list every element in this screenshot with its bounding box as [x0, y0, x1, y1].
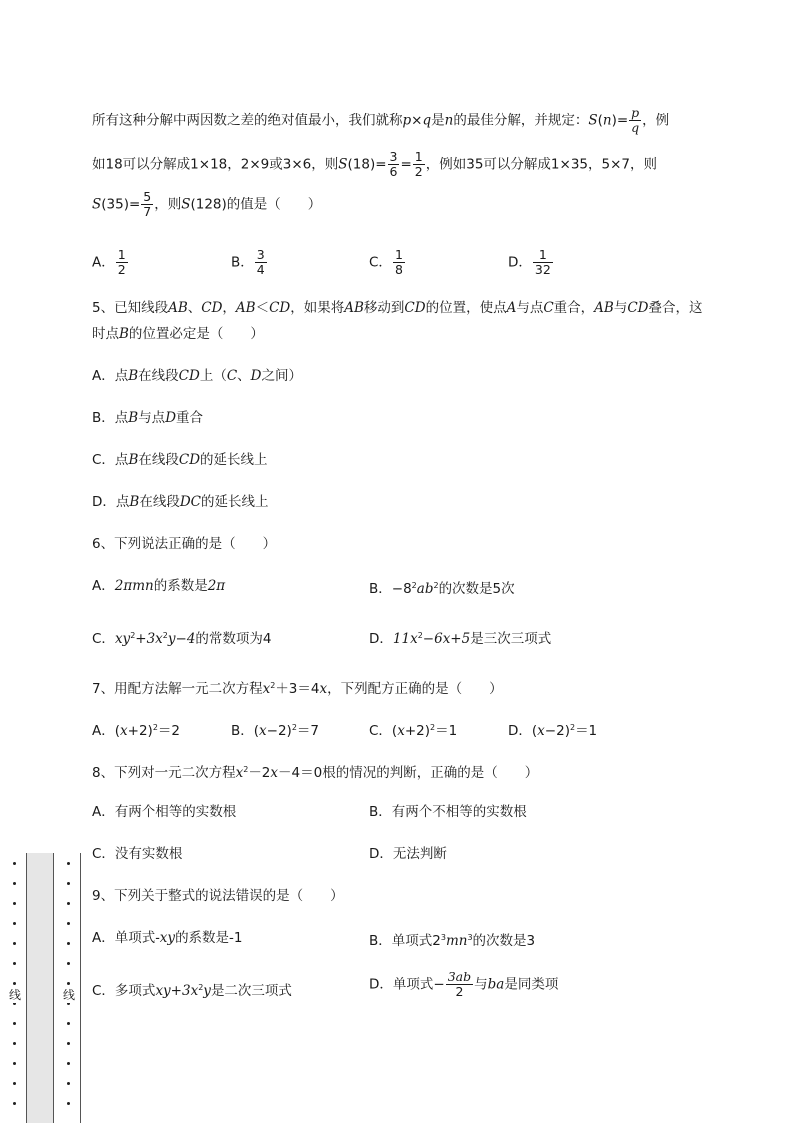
equals-sign: = — [616, 112, 629, 129]
q5-option-c[interactable] — [92, 450, 268, 470]
expression: y — [203, 983, 211, 999]
var-S: S — [181, 196, 191, 213]
exponent: 2 — [569, 723, 576, 732]
q4-option-b[interactable] — [231, 248, 268, 277]
option-label: B． — [369, 581, 392, 597]
option-text: B．单项式 — [369, 933, 433, 949]
q9-option-c[interactable] — [92, 978, 292, 1001]
option-fraction — [393, 248, 405, 277]
option-text: 与点 — [138, 410, 166, 426]
arg-128: (128) — [190, 196, 227, 213]
segment-DC: DC — [179, 494, 201, 510]
q5-text: 重合， — [553, 300, 595, 316]
q8-option-c[interactable]: C．没有实数根 — [92, 846, 183, 862]
denominator: 8 — [394, 262, 403, 277]
option-label: C．( — [369, 723, 398, 739]
option-label: D． — [369, 631, 393, 647]
point-B: B — [128, 410, 139, 426]
var-x: x — [397, 723, 405, 739]
binding-margin-band — [26, 853, 54, 1123]
paren: ) — [611, 112, 617, 129]
option-text: B．点 — [92, 410, 129, 426]
point-B: B — [128, 452, 139, 468]
q4-text: ，例 — [642, 112, 670, 129]
var-S: S — [92, 196, 102, 213]
expression: ＝1 — [575, 723, 598, 739]
q8-text: 根的情况的判断，正确的是（ ） — [322, 765, 539, 781]
q6-option-d[interactable] — [369, 626, 551, 649]
expression: －2 — [248, 765, 271, 781]
var-x: x — [537, 723, 545, 739]
option-label: D．( — [508, 723, 538, 739]
q5-stem-line-1 — [92, 298, 703, 318]
option-label: A． — [92, 578, 115, 594]
var-x: x — [319, 681, 328, 697]
denominator: 6 — [389, 164, 398, 179]
q7-option-c[interactable] — [369, 718, 457, 741]
option-text: 是同类项 — [504, 976, 559, 993]
less-than-sign: ＜ — [255, 300, 270, 316]
option-text: 的系数是 — [153, 578, 208, 594]
exponent: 2 — [198, 983, 204, 992]
fraction-5-7 — [141, 190, 153, 219]
exponent: 2 — [411, 581, 417, 590]
binding-mark-right: 线 — [63, 988, 76, 1002]
q4-text: 所有这种分解中两因数之差的绝对值最小，我们就称 — [92, 112, 403, 129]
var-n: n — [602, 112, 612, 129]
option-text: 上（ — [199, 368, 227, 384]
var-n: n — [444, 112, 454, 129]
exponent: 2 — [270, 681, 276, 690]
option-text: 的延长线上 — [200, 494, 269, 510]
exponent: 2 — [162, 631, 168, 640]
option-text: C．点 — [92, 452, 129, 468]
q5-text: 移动到 — [363, 300, 405, 316]
option-label: C． — [92, 631, 115, 647]
q5-text: 的位置，使点 — [425, 300, 507, 316]
exponent: 2 — [152, 723, 158, 732]
denominator: 2 — [455, 984, 464, 999]
q4-option-d[interactable] — [508, 248, 554, 277]
numerator: 5 — [143, 189, 152, 204]
point-D: D — [165, 410, 177, 426]
segment-CD: CD — [404, 300, 426, 316]
q6-stem: 6、下列说法正确的是（ ） — [92, 536, 277, 552]
q5-text: ，如果将 — [290, 300, 345, 316]
fraction-1-2 — [413, 150, 425, 179]
q8-option-d[interactable]: D．无法判断 — [369, 846, 447, 862]
option-text: 的常数项为4 — [195, 631, 272, 647]
q4-text: 的最佳分解，并规定： — [453, 112, 589, 129]
numerator: 3 — [389, 149, 398, 164]
paren: ( — [597, 112, 603, 129]
var-S: S — [338, 156, 348, 173]
q9-option-b[interactable] — [369, 928, 535, 951]
expression: −2) — [266, 723, 292, 739]
q4-text: 是 — [431, 112, 445, 129]
option-label: C． — [369, 254, 392, 271]
option-text: 是三次三项式 — [470, 631, 552, 647]
var-x: x — [235, 765, 244, 781]
fraction-3-6 — [388, 150, 400, 179]
q7-stem — [92, 676, 503, 699]
point-C: C — [226, 368, 238, 384]
q4-text: 如18可以分解成1×18，2×9或3×6，则 — [92, 156, 339, 173]
point-D: D — [250, 368, 262, 384]
q4-text: ，则 — [154, 196, 182, 213]
option-text: 在线段 — [138, 452, 179, 468]
q9-option-a[interactable] — [92, 928, 243, 948]
numerator: p — [631, 105, 640, 120]
denominator: 7 — [143, 204, 152, 219]
q9-option-d[interactable] — [369, 970, 558, 999]
expression: 2 — [432, 933, 441, 949]
option-text: 重合 — [176, 410, 204, 426]
option-text: 的延长线上 — [200, 452, 268, 468]
fraction-3ab-over-2 — [446, 970, 473, 999]
q5-text: 5、已知线段 — [92, 300, 169, 316]
numerator: 1 — [533, 248, 553, 263]
q7-option-a[interactable] — [92, 718, 180, 741]
option-text: D．点 — [92, 494, 130, 510]
q5-stem-line-2 — [92, 324, 264, 344]
segment-CD: CD — [201, 300, 223, 316]
q5-option-b[interactable] — [92, 408, 203, 428]
expression: ＝7 — [296, 723, 320, 739]
q9-stem: 9、下列关于整式的说法错误的是（ ） — [92, 888, 344, 904]
expression: −8 — [391, 581, 412, 597]
expression: 2π — [207, 578, 226, 594]
denominator: 32 — [534, 262, 551, 277]
binding-mark-left: 线 — [9, 988, 22, 1002]
option-label: B．( — [231, 723, 260, 739]
q4-option-c[interactable] — [369, 248, 406, 277]
q5-text: 与点 — [516, 300, 544, 316]
exponent: 3 — [440, 933, 446, 942]
var-p: p — [402, 112, 412, 129]
option-text: A．单项式 — [92, 930, 156, 946]
var-x: x — [120, 723, 128, 739]
expression: ab — [416, 581, 434, 597]
expression: ＋3＝4 — [275, 681, 320, 697]
minus-sign: − — [433, 976, 445, 993]
exponent: 2 — [430, 723, 436, 732]
option-text: C．多项式 — [92, 983, 156, 999]
exponent: 2 — [243, 765, 249, 774]
var-x: x — [270, 765, 279, 781]
exponent: 2 — [417, 631, 423, 640]
expression: +2) — [404, 723, 430, 739]
q7-text: ，下列配方正确的是（ ） — [327, 681, 503, 697]
exponent: 3 — [467, 933, 473, 942]
expression: −2) — [544, 723, 570, 739]
segment-CD: CD — [178, 452, 201, 468]
denominator: q — [631, 120, 640, 135]
expression: −6x+5 — [422, 631, 471, 647]
denominator: 4 — [256, 262, 265, 277]
equals-sign: = — [375, 156, 387, 173]
option-text: A．点 — [92, 368, 129, 384]
q6-option-c[interactable] — [92, 626, 272, 649]
option-text: 的系数是-1 — [175, 930, 243, 946]
numerator: 3ab — [447, 969, 472, 984]
expression: 11x — [392, 631, 418, 647]
expression: y−4 — [167, 631, 196, 647]
q4-text: ，例如35可以分解成1×35，5×7，则 — [425, 156, 657, 173]
option-label: B． — [231, 254, 254, 271]
equals-sign: = — [128, 196, 141, 213]
q8-stem — [92, 760, 538, 783]
option-fraction — [255, 248, 267, 277]
q8-option-a[interactable]: A．有两个相等的实数根 — [92, 804, 237, 820]
var-x: x — [259, 723, 267, 739]
expression: xy+3x — [155, 983, 199, 999]
expression: +3x — [135, 631, 163, 647]
option-text: 在线段 — [138, 368, 179, 384]
expression: +2) — [127, 723, 153, 739]
times-sign: × — [411, 112, 423, 129]
segment-AB: AB — [235, 300, 256, 316]
q4-stem-line-3 — [92, 190, 321, 219]
q4-stem-line-2 — [92, 150, 657, 179]
equals-sign: = — [400, 156, 412, 173]
option-text: 之间） — [261, 368, 302, 384]
point-B: B — [129, 494, 140, 510]
option-fraction — [533, 248, 553, 277]
q4-option-a[interactable] — [92, 248, 129, 277]
option-label: A． — [92, 254, 115, 271]
exponent: 2 — [130, 631, 136, 640]
segment-CD: CD — [178, 368, 200, 384]
q5-text: 的位置必定是（ ） — [128, 326, 264, 342]
expression: xy — [114, 631, 131, 647]
numerator: 1 — [394, 247, 403, 262]
segment-AB: AB — [344, 300, 364, 316]
option-text: 在线段 — [139, 494, 180, 510]
option-text: 的次数是3 — [472, 933, 536, 949]
denominator: 2 — [117, 262, 126, 277]
q4-text: 的值是（ ） — [226, 196, 322, 213]
exponent: 2 — [433, 581, 439, 590]
expression: －4＝0 — [278, 765, 323, 781]
option-text: D．单项式 — [369, 976, 434, 993]
q6-option-b[interactable] — [369, 576, 515, 599]
option-label: D． — [508, 254, 532, 271]
q5-option-a[interactable] — [92, 366, 302, 386]
point-A: A — [506, 300, 517, 316]
punct: 、 — [237, 368, 251, 384]
expression: ＝2 — [157, 723, 180, 739]
q5-text: 叠合，这 — [648, 300, 703, 316]
option-text: 与 — [474, 976, 488, 993]
expression: mn — [445, 933, 468, 949]
numerator: 3 — [256, 247, 265, 262]
q7-text: 7、用配方法解一元二次方程 — [92, 681, 263, 697]
q6-option-a[interactable] — [92, 576, 225, 596]
expression: 2πmn — [114, 578, 154, 594]
q5-text: 时点 — [92, 326, 119, 342]
q7-option-d[interactable] — [508, 718, 597, 741]
point-C: C — [543, 300, 554, 316]
expression: -xy — [155, 930, 176, 946]
punct: ， — [222, 300, 236, 316]
q5-option-d[interactable] — [92, 492, 268, 512]
q7-option-b[interactable] — [231, 718, 319, 741]
numerator: 1 — [117, 247, 126, 262]
denominator: 2 — [414, 164, 423, 179]
option-fraction — [116, 248, 128, 277]
numerator: 1 — [414, 149, 423, 164]
fraction-p-over-q — [629, 106, 641, 135]
arg-35: (35) — [101, 196, 129, 213]
arg-18: (18) — [347, 156, 376, 173]
var-q: q — [422, 112, 432, 129]
segment-AB: AB — [594, 300, 614, 316]
q4-stem-line-1 — [92, 106, 669, 135]
segment-CD: CD — [627, 300, 649, 316]
binding-margin-rule — [80, 853, 81, 1123]
option-text: 的次数是5次 — [438, 581, 515, 597]
option-text: 是二次三项式 — [210, 983, 292, 999]
q8-option-b[interactable]: B．有两个不相等的实数根 — [369, 804, 527, 820]
punct: 、 — [187, 300, 202, 316]
option-label: A．( — [92, 723, 121, 739]
expression: ＝1 — [435, 723, 458, 739]
segment-CD: CD — [269, 300, 291, 316]
q5-text: 与 — [613, 300, 628, 316]
point-B: B — [128, 368, 139, 384]
var-S: S — [588, 112, 598, 129]
var-x: x — [262, 681, 271, 697]
point-B: B — [119, 326, 129, 342]
segment-AB: AB — [168, 300, 188, 316]
expression: ba — [487, 976, 505, 993]
exponent: 2 — [291, 723, 297, 732]
q8-text: 8、下列对一元二次方程 — [92, 765, 236, 781]
